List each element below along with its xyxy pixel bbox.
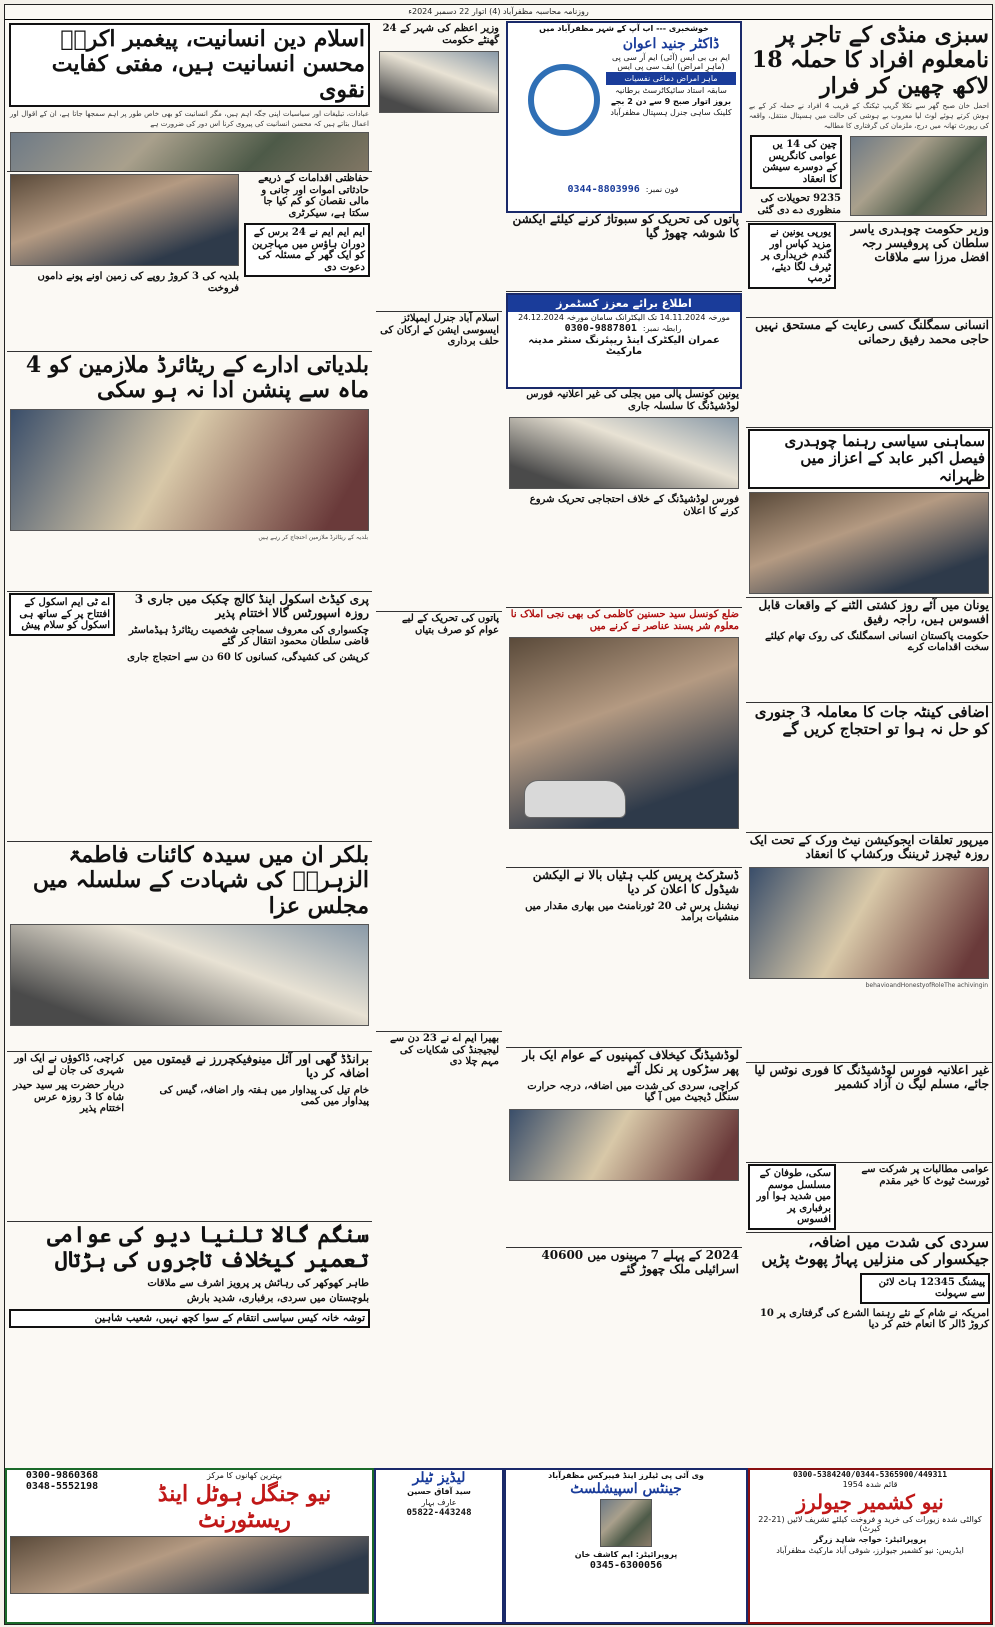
story-5 [746, 597, 992, 703]
story-2-1 [506, 211, 742, 292]
headline: یونان میں آئے روز کشتی الٹنے کے واقعات قابل افسوس ہیں، راجہ رفیق [758, 598, 989, 626]
story-photo [749, 492, 989, 594]
sub-headline: امریکہ نے شام کے نئے رہنما الشرع کی گرفتاری پر 10 کروڑ ڈالر کا انعام ختم کر دیا [759, 1307, 989, 1330]
owner-photo [600, 1499, 652, 1547]
box-headline: چین کی 14 یں عوامی کانگریس کے دوسرے سیشن کا انعقاد [750, 135, 842, 189]
restaurant-phone-1[interactable]: 0300-9860368 [25, 1470, 99, 1481]
story-photo [10, 409, 369, 531]
tailor-sub: عارف بہار [421, 1498, 457, 1507]
story-photo [509, 417, 739, 489]
sub-headline: فورس لوڈشیڈنگ کے خلاف احتجاجی تحریک شروع کرنے کا اعلان [529, 494, 739, 517]
headline: سنگم گالا تلنیا دیو کی عوامی تعمیر کیخلاف تاجروں کی ہڑتال [47, 1222, 369, 1274]
ad-specialty: ماہر امراض دماغی نفسیات [606, 72, 736, 85]
story-photo [10, 924, 369, 1026]
story-photo [749, 867, 989, 979]
bottom-ads-row [5, 1468, 992, 1624]
story-4-6 [7, 1051, 372, 1222]
story-9 [746, 1162, 992, 1233]
headline: بلکر ان میں سیدہ کائنات فاطمۃ الزہراؑ کی شہادت کے سلسلہ میں مجلس عزا [32, 842, 369, 919]
ad-former: سابقہ استاد سائیکاٹرسٹ برطانیہ [615, 86, 727, 95]
jewel-address: ایڈریس: نیو کشمیر جیولرز، شوقی آباد مارکیٹ مظفرآباد [776, 1546, 964, 1555]
headline: سردی کی شدت میں اضافہ، جیکسوار کی منزلیں پہاڑ پھوٹ پڑیں [761, 1233, 989, 1269]
page-masthead: روزنامہ محاسبہ مظفرآباد (4) اتوار 22 دسمبر 2024ء [5, 5, 992, 20]
story-photo [509, 637, 739, 829]
ladies-tailor-advertisement[interactable] [374, 1468, 504, 1624]
side-headline: اے ٹی ایم اسکول کے افتتاح پر کے ساتھ ہی اسکول کو سلام پیش [9, 593, 115, 636]
story-4-3 [7, 351, 372, 592]
headline: اسلام آباد جنرل ایمپلائز ایسوسی ایشن کے ارکان کی حلف برداری [380, 313, 499, 347]
story-4 [746, 427, 992, 598]
side-headline: سکی، طوفان کے مسلسل موسم میں شدید ہوا اور برفباری پر افسوس [748, 1164, 836, 1230]
food-photo [10, 1536, 369, 1594]
notice-advertisement[interactable] [506, 293, 742, 389]
restaurant-head: بہترین کھانوں کا مرکز [206, 1471, 283, 1480]
headline: ڈسٹرکٹ پریس کلب ہٹیاں بالا نے الیکشن شیڈول کا اعلان کر دیا [532, 868, 739, 896]
story-2-5 [506, 1047, 742, 1248]
ad-phone[interactable]: 0344-8803996 [567, 184, 640, 195]
story-4-7 [7, 1221, 372, 1483]
sub-headline: خام تیل کی پیداوار میں ہفتہ وار اضافہ، گیس کی پیداوار میں کمی [159, 1084, 369, 1108]
gents-tailor-advertisement[interactable] [504, 1468, 748, 1624]
jewel-established: قائم شدہ 1954 [842, 1480, 898, 1489]
sub-headline: نیشنل پرس ٹی 20 ٹورنامنٹ میں بھاری مقدار میں منشیات برآمد [525, 900, 739, 924]
sub-headline: بلوچستان میں سردی، برفباری، شدید بارش [186, 1293, 369, 1305]
headline: وزیر حکومت چوہدری یاسر سلطان کی پروفیسر رجہ افضل مرزا سے ملاقات [850, 222, 989, 264]
story-2 [746, 221, 992, 318]
headline: پری کیڈٹ اسکول اینڈ کالج چکبک میں جاری 3 روزہ اسپورٹس گالا اختتام پذیر [134, 592, 369, 620]
headline: سبزی منڈی کے تاجر پر نامعلوم افراد کا حملہ 18 لاکھ چھین کر فرار [751, 22, 989, 99]
story-photo [850, 136, 987, 216]
notice-shop: عمران الیکٹرک اینڈ ریپئرنگ سنٹر مدینہ مارکیٹ [528, 335, 720, 357]
notice-phone[interactable]: 0300-9887801 [564, 323, 637, 334]
photo-caption: بلدیہ کے ریٹائرڈ ملازمین احتجاج کر رہے ہیں [258, 533, 368, 541]
ad-phone-label: فون نمبر: [645, 185, 679, 194]
tailor-name: سید آفاق حسین [407, 1487, 471, 1496]
jewel-owner: پروپرائیٹر: خواجہ شاہد زرگر [813, 1535, 927, 1544]
lead-story-1 [746, 21, 992, 222]
headline: لوڈشیڈنگ کیخلاف کمپنیوں کے عوام ایک بار پھر سڑکوں پر نکل آئے [522, 1048, 739, 1076]
sub-headline: کرپشن کی کشیدگی، کسانوں کا 60 دن سے احتجاج جاری [127, 651, 369, 663]
sub-headline: بلدیہ کی 3 کروڑ روپے کی زمین اونے پونے داموں فروخت [37, 271, 239, 294]
story-2-2 [506, 387, 742, 608]
headline: 2024 کے پہلے 7 مہینوں میں 40600 اسرائیلی ملک چھوڑ گئے [541, 1248, 739, 1276]
story-10 [746, 1232, 992, 1483]
headline: پاتوں کی تحریک کے لیے عوام کو صرف بتیاں [401, 613, 499, 636]
story-3-1 [376, 21, 502, 312]
sub-headline: توشہ خانہ کیس سیاسی انتقام کے سوا کچھ نہیں، شعیب شاہین [9, 1309, 370, 1329]
car-icon [524, 780, 626, 818]
newspaper-page [4, 4, 993, 1625]
story-4-5 [7, 841, 372, 1052]
story-4-2 [7, 171, 372, 352]
gents-shop: وی آئی پی ٹیلرز اینڈ فیبرکس مظفرآباد [548, 1471, 704, 1480]
ad-doctor-name: ڈاکٹر جنید اعوان [622, 36, 720, 52]
headline: اضافی کینٹہ جات کا معاملہ 3 جنوری کو حل نہ ہوا تو احتجاج کریں گے [754, 703, 989, 739]
jewel-line: کوالٹی شدہ زیورات کی خرید و فروخت کیلئے تشریف لائیں (21-22 کیرٹ) [758, 1515, 982, 1533]
gents-owner: پروپرائیٹر: ایم کاشف خان [574, 1550, 678, 1559]
story-body: عبادات، تبلیغات اور سیاسیات اپنی جگہ اہم ہیں، مگر انسانیت کو بھی خاص طور پر اہم سمجھا جاتا ہے، ان کے اقوال اور اعمال بتاتے ہیں کہ محسن انسانیت کی پیروی کرنا اس دور کی ضرورت ہے [10, 109, 369, 129]
restaurant-phone-2[interactable]: 0348-5552198 [25, 1481, 99, 1492]
box-headline: 9235 تحویلات کی منظوری دے دی گئی [757, 193, 841, 216]
notice-phone-label: رابطہ نمبر: [642, 324, 682, 333]
sub-headline: کراچی، سردی کی شدت میں اضافہ، درجہ حرارت سنگل ڈیجیٹ میں آ گیا [527, 1080, 739, 1104]
ad-degrees: ایم بی بی ایس (آئی) ایم آر سی پی (ماہرِ امراض) ایف سی پی ایس [611, 53, 731, 71]
sub-headline: حکومت پاکستان انسانی اسمگلنگ کی روک تھام کیلئے سخت اقدامات کرے [764, 630, 989, 654]
headline: ضلع کونسل سید حسنین کاظمی کی بھی نجی املاک نا معلوم شر پسند عناصر نے کرنے میں [510, 609, 739, 632]
jewel-title: نیو کشمیر جیولرز [796, 1490, 944, 1514]
headline: بلدیاتی ادارے کے ریٹائرڈ ملازمین کو 4 ماہ سے پنشن ادا نہ ہو سکی [25, 352, 369, 404]
restaurant-advertisement[interactable] [5, 1468, 374, 1624]
story-3-4 [376, 1031, 502, 1482]
tailor-title: لیڈیز ٹیلر [412, 1470, 466, 1486]
doctor-advertisement[interactable] [506, 21, 742, 213]
sub-headline: چکسواری کی معروف سماجی شخصیت ریٹائرڈ ہیڈماسٹر قاضی سلطان محمود انتقال کر گئے [128, 624, 369, 648]
headline: پاتوں کی تحریک کو سبوتاژ کرنے کیلئے ایکشن کا شوشہ چھوڑ گیا [512, 212, 739, 240]
side-headline: پیشنگ 12345 ہاٹ لائن سے سہولت [860, 1273, 990, 1304]
story-4-4 [7, 591, 372, 842]
story-body: احمل خان صبح گھر سے نکلا گریپ ٹیکنگ کے قریب 4 افراد نے حملہ کر کے بے ہوش کرتے ہوئے لوٹ لیا معروب بے ہوشی کی حالت میں ہسپتال منتقل، واقعہ کی رپورٹ تھانہ میں درج، ملزمان کی گرفتاری کا مطالبہ [749, 101, 989, 131]
jewellers-advertisement[interactable] [748, 1468, 992, 1624]
headline: انسانی سمگلنگ کسی رعایت کے مستحق نہیں حاجی محمد رفیق رحمانی [755, 318, 989, 346]
story-photo [10, 174, 239, 266]
headline: عوامی مطالبات پر شرکت سے ٹورسٹ ٹیوٹ کا خیر مقدم [861, 1164, 989, 1187]
headline: غیر اعلانیہ فورس لوڈشیڈنگ کا فوری نوٹس لیا جائے، مسلم لیگ ن آزاد کشمیر [754, 1063, 989, 1091]
story-6 [746, 702, 992, 833]
side-headline: دربار حضرت پیر سید حیدر شاہ کا 3 روزہ عرس اختتام پذیر [13, 1080, 124, 1114]
headline: سماہنی سیاسی رہنما چوہدری فیصل اکبر عابد کے اعزاز میں ظہرانہ [748, 429, 990, 489]
tailor-phone[interactable]: 05822-443248 [406, 1508, 472, 1518]
notice-title: اطلاع برائے معزز کسٹمرز [508, 295, 740, 312]
notice-dates: مورخہ 14.11.2024 تک الیکٹرانک سامان مورخہ 24.12.2024 [518, 313, 730, 322]
story-2-4 [506, 867, 742, 1048]
gents-title: جینٹس اسپیشلسٹ [570, 1481, 682, 1497]
story-3-2 [376, 311, 502, 612]
story-7 [746, 832, 992, 1063]
gents-phone[interactable]: 0345-6300056 [589, 1560, 663, 1571]
sub-headline: طاہر کھوکھر کی رہائش پر پرویز اشرف سے ملاقات [147, 1277, 369, 1289]
side-headline: ایم ایم ایم نے 24 برس کے دوران ہاؤس میں مہاجرین کو ایک گھر کے مسئلہ کی دعوت دی [244, 223, 370, 277]
headline: میرپور تعلقات ایجوکیشن نیٹ ورک کے تحت ایک روزہ ٹیچرز ٹریننگ ورکشاپ کا انعقاد [749, 833, 989, 861]
story-8 [746, 1062, 992, 1163]
photo-caption: behavioandHonestyofRoleThe achivingin [865, 981, 988, 989]
side-headline: کراچی، ڈاکوؤں نے ایک اور شہری کی جان لے لی [14, 1053, 124, 1076]
restaurant-title: نیو جنگل ہوٹل اینڈ ریسٹورنٹ [157, 1481, 332, 1533]
stethoscope-icon [528, 64, 600, 136]
story-3-3 [376, 611, 502, 1032]
story-photo [509, 1109, 739, 1181]
story-photo [10, 132, 369, 172]
ad-days: بروز اتوار صبح 9 سے دن 2 بجے [610, 97, 732, 106]
story-3 [746, 317, 992, 428]
story-2-6 [506, 1247, 742, 1483]
headline: برانڈڈ گھی اور آئل مینوفیکچررز نے قیمتوں میں اضافہ کر دیا [133, 1052, 369, 1080]
headline: بھیرا ایم اے نے 23 دن سے لیجیجنڈ کی شکایات کی مہم چلا دی [389, 1033, 499, 1067]
ad-tagline: خوشخبری --- اب آپ کے شہر مظفرآباد میں [539, 24, 709, 33]
jewel-phones[interactable]: 0300-5384240/0344-5365900/449311 [792, 1470, 948, 1479]
side-headline: یورپی یونین نے مزید کپاس اور گندم خریداری پر ٹیرف لگا دیئے، ٹرمپ [748, 223, 836, 289]
side-headline: حفاظتی اقدامات کے ذریعے حادثاتی اموات اور جانی و مالی نقصان کو کم کیا جا سکتا ہے، سیکرٹری [258, 173, 369, 219]
headline: اسلام دین انسانیت، پیغمبر اکرمؐ محسن انسانیت ہیں، مفتی کفایت نقوی [9, 23, 370, 107]
story-2-3 [506, 607, 742, 868]
story-photo [379, 51, 499, 113]
headline: یونین کونسل پالی میں بجلی کی غیر اعلانیہ فورس لوڈشیڈنگ کا سلسلہ جاری [526, 389, 739, 412]
lead-story-4 [7, 21, 372, 172]
headline: وزیر اعظم کی شہر کے 24 گھنٹے حکومت [382, 23, 499, 46]
ad-address: کلینک ساہی جنرل ہسپتال مظفرآباد [610, 108, 732, 117]
